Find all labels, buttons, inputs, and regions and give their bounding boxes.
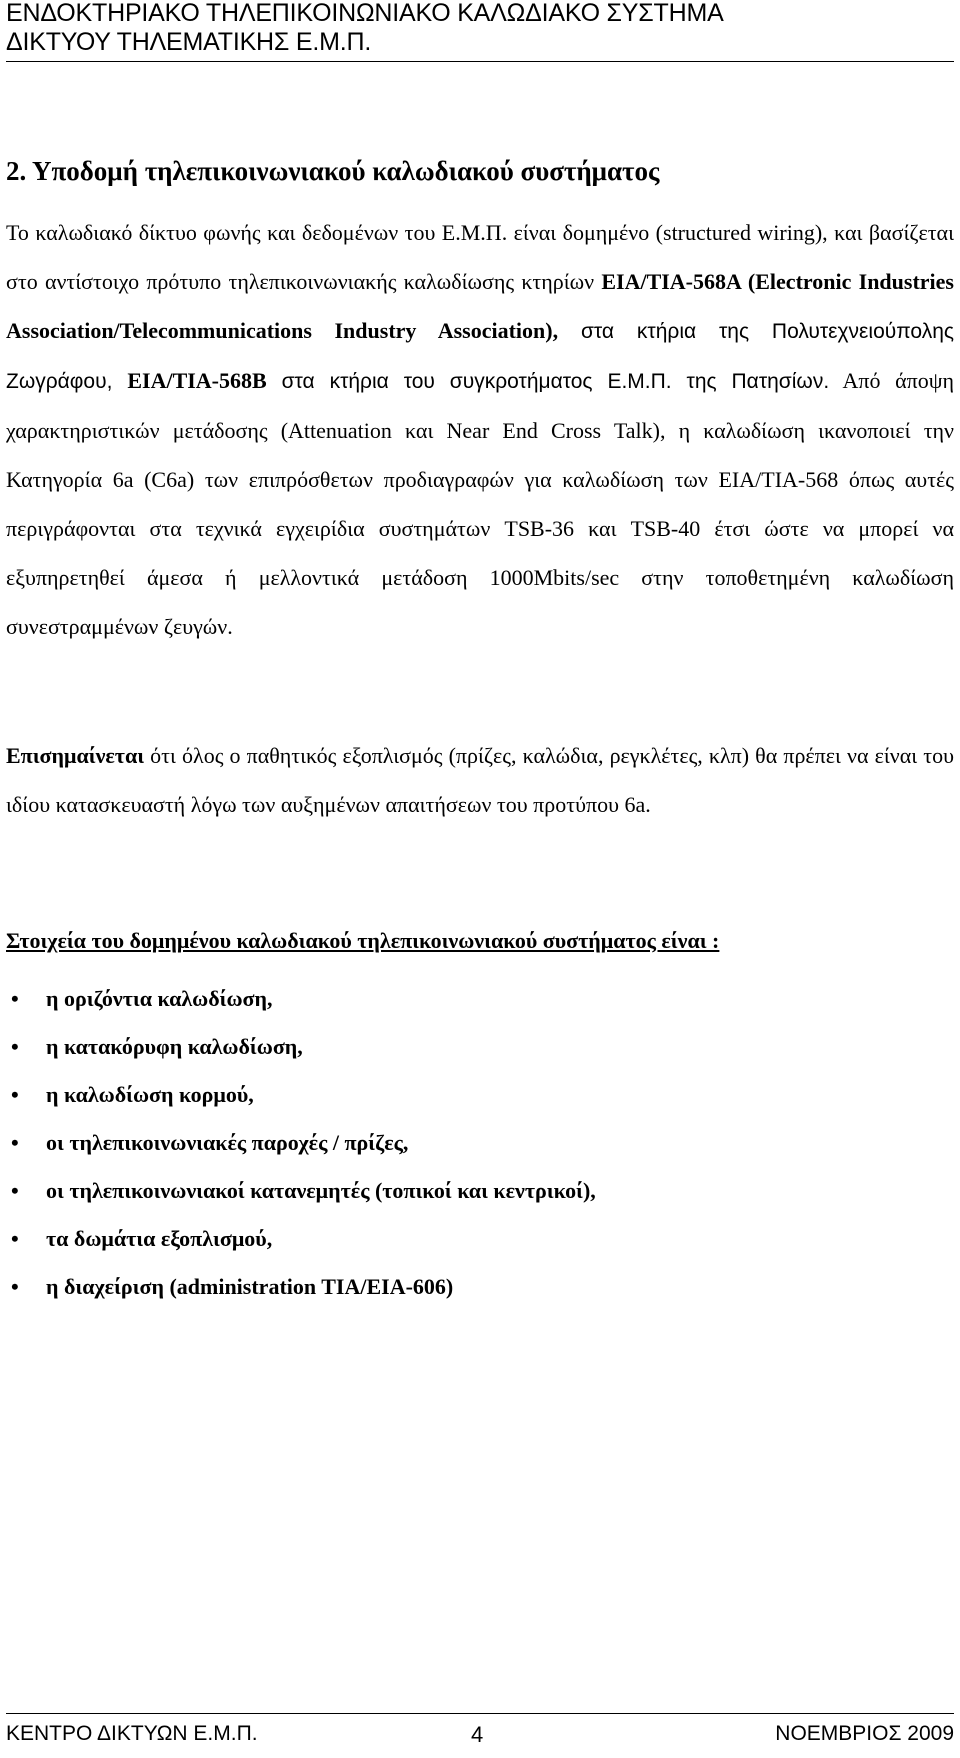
paragraph-passive-equipment: [6, 731, 954, 829]
section-title: 2. Υποδομή τηλεπικοινωνιακού καλωδιακού συστήματος: [6, 156, 660, 186]
elements-list: [6, 975, 596, 1311]
page-header: [6, 0, 954, 62]
list-item: [6, 1119, 596, 1167]
list-item: [6, 1215, 596, 1263]
bullet-icon: •: [11, 1226, 19, 1251]
list-item: [6, 1071, 596, 1119]
bullet-icon: •: [11, 1082, 19, 1107]
paragraph-2-text: ότι όλος ο παθητικός εξοπλισμός (πρίζες, καλώδια, ρεγκλέτες, κλπ) θα πρέπει να είναι του ιδίου κατασκευαστή λόγω των αυξημένων απαιτήσεων του προτύπου 6a.: [6, 743, 954, 817]
list-item-text: η κατακόρυφη καλωδίωση,: [46, 1034, 303, 1059]
bullet-icon: •: [11, 1274, 19, 1299]
list-heading: Στοιχεία του δομημένου καλωδιακού τηλεπικοινωνιακού συστήματος είναι :: [6, 928, 720, 953]
list-item-text: οι τηλεπικοινωνιακές παροχές / πρίζες,: [46, 1130, 409, 1155]
list-item: [6, 1023, 596, 1071]
list-item-text: τα δωμάτια εξοπλισμού,: [46, 1226, 273, 1251]
list-item: [6, 1167, 596, 1215]
header-title-line-1: ΕΝΔΟΚΤΗΡΙΑΚΟ ΤΗΛΕΠΙΚΟΙΝΩΝΙΑΚΟ ΚΑΛΩΔΙΑΚΟ ΣΥΣΤΗΜΑ: [6, 0, 724, 27]
footer-date: ΝΟΕΜΒΡΙΟΣ 2009: [775, 1722, 954, 1745]
paragraph-1-text-c: στα κτήρια του συγκροτήματος Ε.Μ.Π. της Πατησίων.: [266, 370, 830, 393]
bullet-icon: •: [11, 986, 19, 1011]
paragraph-1-text-d: Από άποψη χαρακτηριστικών μετάδοσης (Attenuation και Near End Cross Talk), η καλωδίωση ικανοποιεί την Κατηγορία 6a (C6a) των επιπρόσθετων προδιαγραφών για καλωδίωση των EIA/TIA-568 όπως αυτές περιγράφονται στα τεχνικά εγχειρίδια συστημάτων TSB-36 και TSB-40 έτσι ώστε να μπορεί να εξυπηρετηθεί άμεσα ή μελλοντικά μετάδοση 1000Mbits/sec στην τοποθετημένη καλωδίωση συνεστραμμένων ζευγών.: [6, 368, 954, 639]
page-footer: [6, 1713, 954, 1758]
header-title-line-2: ΔΙΚΤΥΟΥ ΤΗΛΕΜΑΤΙΚΗΣ Ε.Μ.Π.: [6, 28, 372, 56]
paragraph-1-text-a: Το καλωδιακό δίκτυο φωνής και δεδομένων του Ε.Μ.Π. είναι δομημένο (structured wiring), και βασίζεται στο αντίστοιχο πρότυπο τηλεπικοινωνιακής καλωδίωσης κτηρίων: [6, 220, 954, 294]
bullet-icon: •: [11, 1178, 19, 1203]
paragraph-2-emphasis: Επισημαίνεται: [6, 743, 145, 768]
bullet-icon: •: [11, 1034, 19, 1059]
list-item: [6, 1263, 596, 1311]
bullet-icon: •: [11, 1130, 19, 1155]
list-item-text: η διαχείριση (administration TIA/EIA-606): [46, 1274, 454, 1299]
paragraph-1-standard-568a: EIA/TIA-568A (Electronic Industries Association/Telecommunications Industry Association),: [6, 269, 954, 343]
list-item-text: η οριζόντια καλωδίωση,: [46, 986, 273, 1011]
list-item-text: οι τηλεπικοινωνιακοί κατανεμητές (τοπικοί και κεντρικοί),: [46, 1178, 596, 1203]
paragraph-1-text-b: στα κτήρια της Πολυτεχνειούπολης Ζωγράφου,: [6, 320, 954, 393]
list-item-text: η καλωδίωση κορμού,: [46, 1082, 254, 1107]
paragraph-structured-wiring: [6, 208, 954, 651]
page-number: 4: [471, 1722, 484, 1747]
footer-organization: ΚΕΝΤΡΟ ΔΙΚΤΥΩΝ Ε.Μ.Π.: [6, 1722, 258, 1745]
paragraph-1-standard-568b: EIA/TIA-568B: [127, 368, 267, 393]
list-item: [6, 975, 596, 1023]
